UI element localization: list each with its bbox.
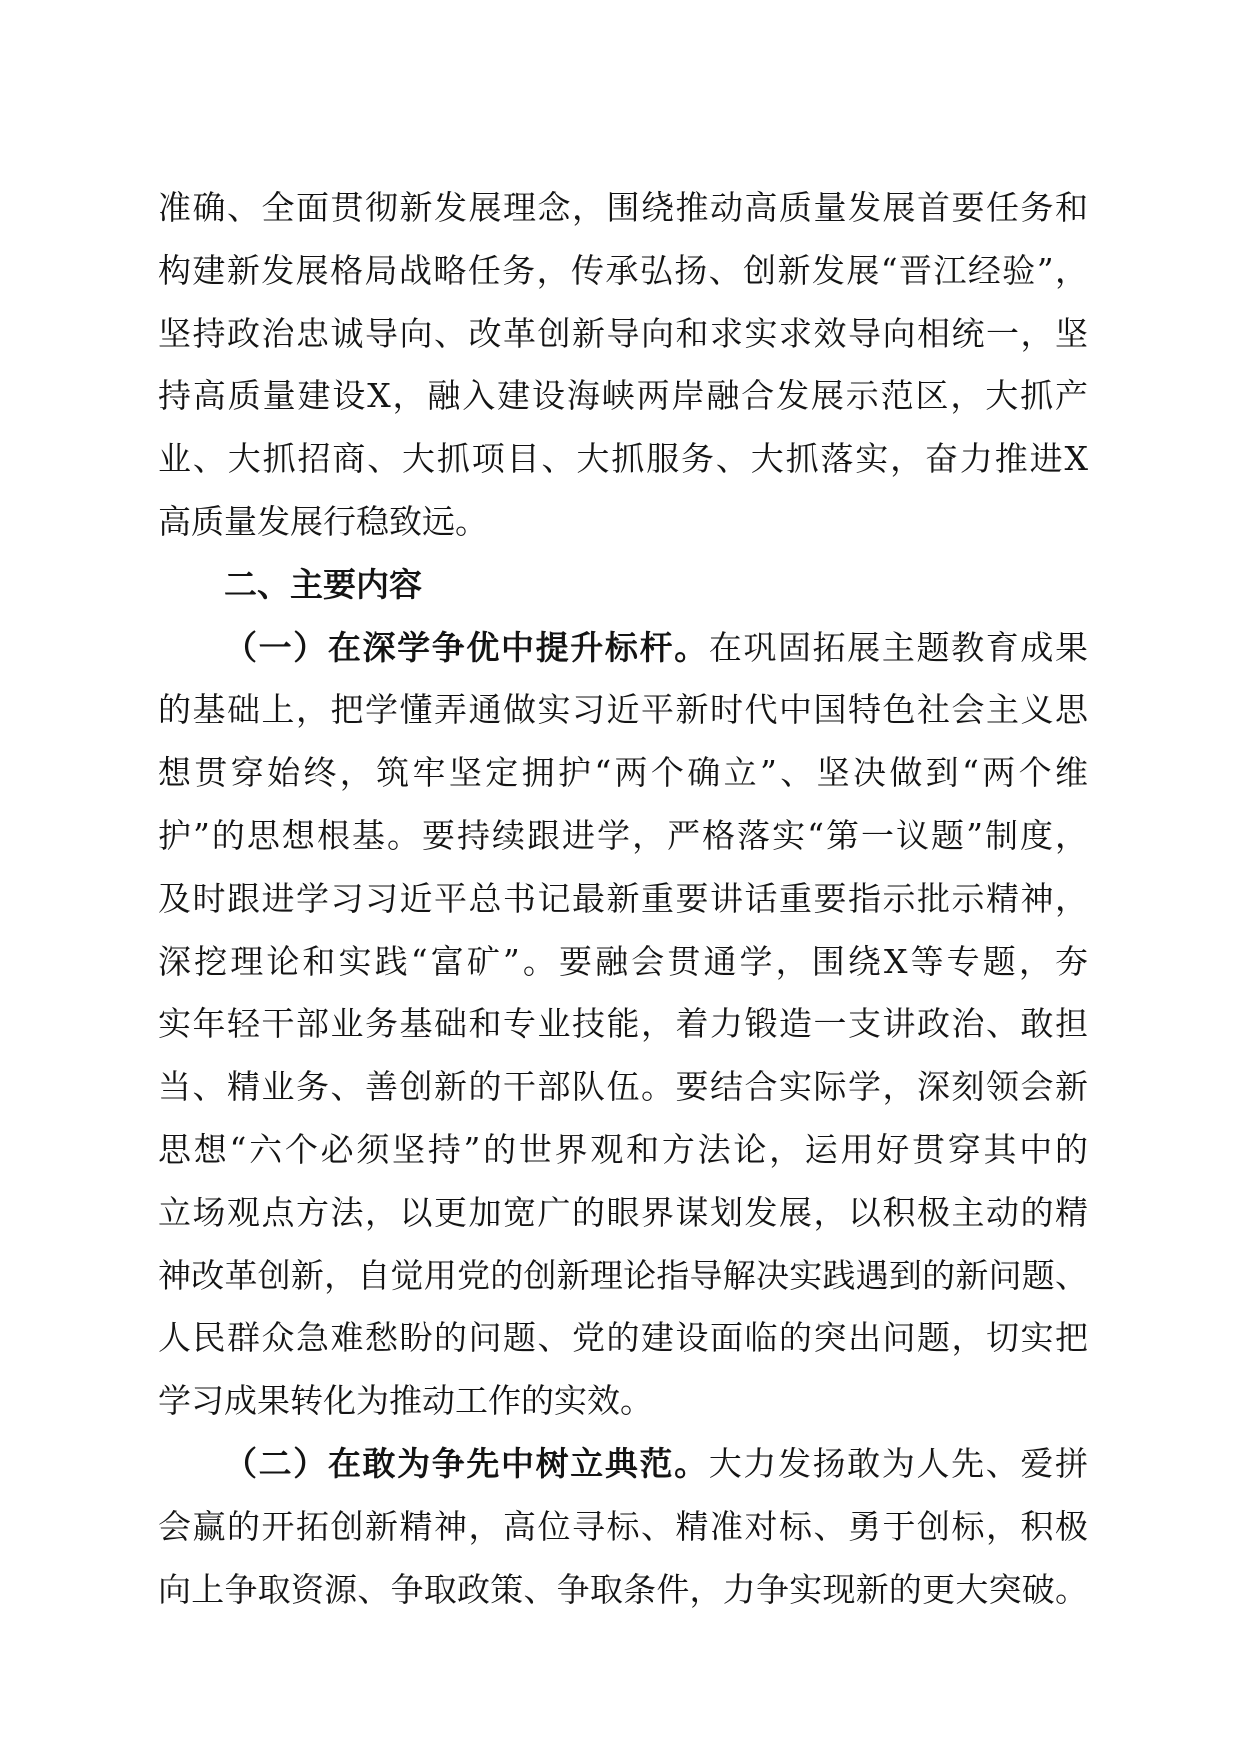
text-line: 神改革创新，自觉用党的创新理论指导解决实践遇到的新问题、 bbox=[158, 1255, 1088, 1295]
text-line: 深挖理论和实践“富矿”。要融会贯通学，围绕X等专题，夯 bbox=[158, 941, 1088, 981]
text-line: 向上争取资源、争取政策、争取条件，力争实现新的更大突破。 bbox=[158, 1569, 1088, 1609]
text-line: 坚持政治忠诚导向、改革创新导向和求实求效导向相统一，坚 bbox=[158, 313, 1088, 353]
text-line: 及时跟进学习习近平总书记最新重要讲话重要指示批示精神， bbox=[158, 878, 1088, 918]
text-line: 构建新发展格局战略任务，传承弘扬、创新发展“晋江经验”， bbox=[158, 250, 1088, 290]
text-line: 高质量发展行稳致远。 bbox=[158, 501, 488, 541]
paragraph-item-2 bbox=[158, 1433, 1088, 1621]
text-line: 会赢的开拓创新精神，高位寻标、精准对标、勇于创标，积极 bbox=[158, 1506, 1088, 1546]
item-text: 大力发扬敢为人先、爱拼 bbox=[708, 1443, 1088, 1483]
text-line: 想贯穿始终，筑牢坚定拥护“两个确立”、坚决做到“两个维 bbox=[158, 753, 1088, 793]
text-line: 的基础上，把学懂弄通做实习近平新时代中国特色社会主义思 bbox=[158, 690, 1088, 730]
item-lead: （一）在深学争优中提升标杆。 bbox=[224, 627, 709, 667]
item-lead: （二）在敢为争先中树立典范。 bbox=[224, 1443, 709, 1483]
text-line: 立场观点方法，以更加宽广的眼界谋划发展，以积极主动的精 bbox=[158, 1192, 1088, 1232]
text-line: 学习成果转化为推动工作的实效。 bbox=[158, 1381, 653, 1421]
text-line: 当、精业务、善创新的干部队伍。要结合实际学，深刻领会新 bbox=[158, 1067, 1088, 1107]
text-line: 人民群众急难愁盼的问题、党的建设面临的突出问题，切实把 bbox=[158, 1318, 1088, 1358]
text-line bbox=[158, 1433, 1088, 1496]
text-line: 实年轻干部业务基础和专业技能，着力锻造一支讲政治、敢担 bbox=[158, 1004, 1088, 1044]
text-line: 准确、全面贯彻新发展理念，围绕推动高质量发展首要任务和 bbox=[158, 188, 1088, 227]
item-text: 在巩固拓展主题教育成果 bbox=[708, 627, 1088, 667]
text-line: 护”的思想根基。要持续跟进学，严格落实“第一议题”制度， bbox=[158, 815, 1088, 855]
text-line: 业、大抓招商、大抓项目、大抓服务、大抓落实，奋力推进X bbox=[158, 439, 1088, 479]
text-line: 持高质量建设X，融入建设海峡两岸融合发展示范区，大抓产 bbox=[158, 376, 1088, 416]
text-line: 思想“六个必须坚持”的世界观和方法论，运用好贯穿其中的 bbox=[158, 1129, 1088, 1169]
paragraph-item-1 bbox=[158, 617, 1088, 1433]
text-line bbox=[158, 617, 1088, 680]
paragraph-intro bbox=[158, 177, 1088, 554]
document-body bbox=[158, 177, 1088, 1621]
section-heading: 二、主要内容 bbox=[224, 564, 422, 604]
